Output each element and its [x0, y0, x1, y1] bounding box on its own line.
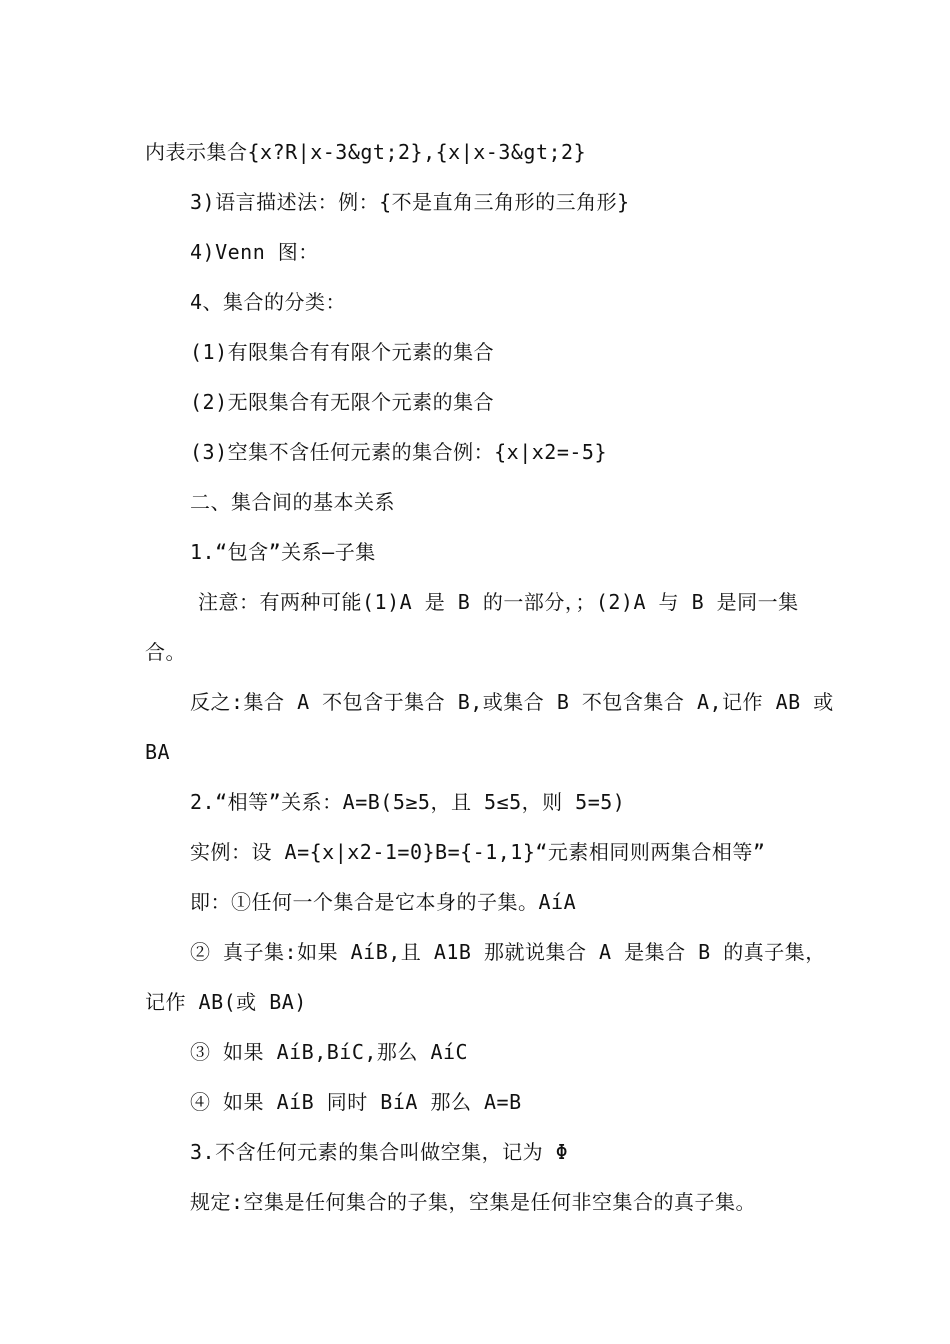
text-line-proper-subset: ② 真子集:如果 AíB,且 A1B 那就说集合 A 是集合 B 的真子集，	[190, 940, 826, 964]
text-line-empty-set-rule: 规定:空集是任何集合的子集，空集是任何非空集合的真子集。	[190, 1190, 757, 1214]
text-line-equality-relation: 2.“相等”关系：A=B(5≥5，且 5≤5，则 5=5)	[190, 790, 626, 814]
section-heading-set-relations: 二、集合间的基本关系	[190, 490, 395, 514]
text-line-infinite-set: (2)无限集合有无限个元素的集合	[190, 390, 495, 414]
text-line-subset-relation: 1.“包含”关系—子集	[190, 540, 376, 564]
text-line-set-classification-heading: 4、集合的分类：	[190, 290, 347, 314]
text-line-description-method: 3)语言描述法：例：{不是直角三角形的三角形}	[190, 190, 630, 214]
text-line-set-notation-example: 内表示集合{x?R|x-3&gt;2},{x|x-3&gt;2}	[145, 140, 587, 164]
text-line-empty-set: (3)空集不含任何元素的集合例：{x|x2=-5}	[190, 440, 607, 464]
text-line-finite-set: (1)有限集合有有限个元素的集合	[190, 340, 495, 364]
text-line-not-contained: 反之:集合 A 不包含于集合 B,或集合 B 不包含集合 A,记作 AB 或	[190, 690, 834, 714]
text-line-not-contained-continuation: BA	[145, 740, 171, 764]
text-line-equality-example: 实例：设 A={x|x2-1=0}B={-1,1}“元素相同则两集合相等”	[190, 840, 766, 864]
text-line-note-two-cases: 注意：有两种可能(1)A 是 B 的一部分，；(2)A 与 B 是同一集	[198, 590, 799, 614]
text-line-empty-set-definition: 3.不含任何元素的集合叫做空集，记为 Φ	[190, 1140, 569, 1164]
text-line-mutual-inclusion: ④ 如果 AíB 同时 BíA 那么 A=B	[190, 1090, 522, 1114]
text-line-note-continuation: 合。	[145, 640, 186, 664]
text-line-self-subset: 即：①任何一个集合是它本身的子集。AíA	[190, 890, 577, 914]
text-line-proper-subset-notation: 记作 AB(或 BA)	[145, 990, 307, 1014]
text-line-venn-diagram: 4)Venn 图：	[190, 240, 319, 264]
text-line-transitivity: ③ 如果 AíB,BíC,那么 AíC	[190, 1040, 469, 1064]
